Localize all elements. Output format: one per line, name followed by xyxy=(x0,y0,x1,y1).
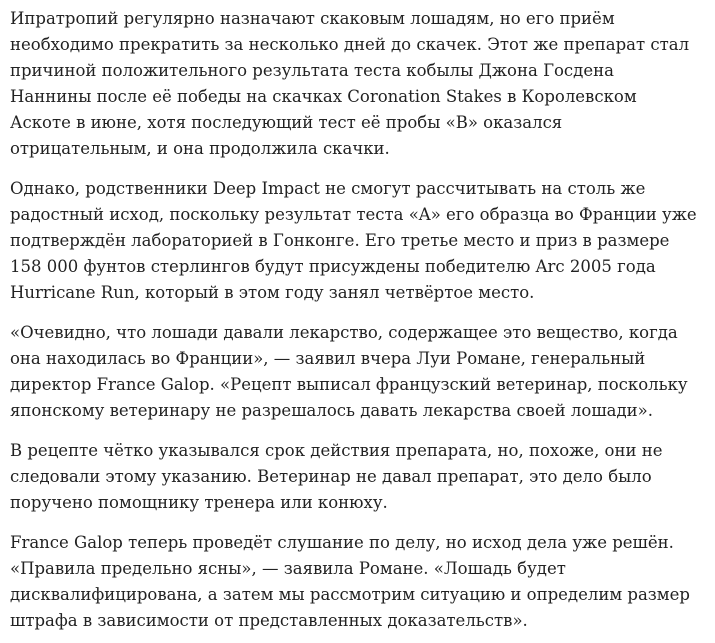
text-line: 158 000 фунтов стерлингов будут присуждены победителю Arc 2005 года xyxy=(10,257,656,276)
text-line: подтверждён лабораторией в Гонконге. Его третье место и приз в размере xyxy=(10,231,670,250)
text-line: Ипратропий регулярно назначают скаковым лошадям, но его приём xyxy=(10,9,615,28)
text-line: японскому ветеринару не разрешалось давать лекарства своей лошади». xyxy=(10,401,654,420)
text-line: Hurricane Run, который в этом году занял четвёртое место. xyxy=(10,283,535,302)
text-line: В рецепте чётко указывался срок действия препарата, но, похоже, они не xyxy=(10,441,663,460)
paragraph-france-galop-hearing xyxy=(10,530,705,634)
text-line: «Очевидно, что лошади давали лекарство, содержащее это вещество, когда xyxy=(10,323,678,342)
text-line: Однако, родственники Deep Impact не смогут рассчитывать на столь же xyxy=(10,179,646,198)
paragraph-quote-romanet xyxy=(10,320,705,424)
paragraph-ipratropium xyxy=(10,6,705,162)
text-line: France Galop теперь проведёт слушание по делу, но исход дела уже решён. xyxy=(10,533,674,552)
text-line: необходимо прекратить за несколько дней до скачек. Этот же препарат стал xyxy=(10,35,690,54)
text-line: отрицательным, и она продолжила скачки. xyxy=(10,139,390,158)
text-line: Аскоте в июне, хотя последующий тест её пробы «B» оказался xyxy=(10,113,563,132)
text-line: причиной положительного результата теста кобылы Джона Госдена xyxy=(10,61,614,80)
text-line: Наннины после её победы на скачках Coronation Stakes в Королевском xyxy=(10,87,637,106)
text-line: следовали этому указанию. Ветеринар не давал препарат, это дело было xyxy=(10,467,652,486)
text-line: она находилась во Франции», — заявил вчера Луи Романе, генеральный xyxy=(10,349,646,368)
text-line: дисквалифицирована, а затем мы рассмотрим ситуацию и определим размер xyxy=(10,585,690,604)
paragraph-deep-impact xyxy=(10,176,705,306)
paragraph-prescription xyxy=(10,438,705,516)
text-line: директор France Galop. «Рецепт выписал французский ветеринар, поскольку xyxy=(10,375,688,394)
text-line: штрафа в зависимости от представленных доказательств». xyxy=(10,611,528,630)
text-line: радостный исход, поскольку результат теста «A» его образца во Франции уже xyxy=(10,205,697,224)
text-line: «Правила предельно ясны», — заявила Романе. «Лошадь будет xyxy=(10,559,566,578)
text-line: поручено помощнику тренера или конюху. xyxy=(10,493,388,512)
